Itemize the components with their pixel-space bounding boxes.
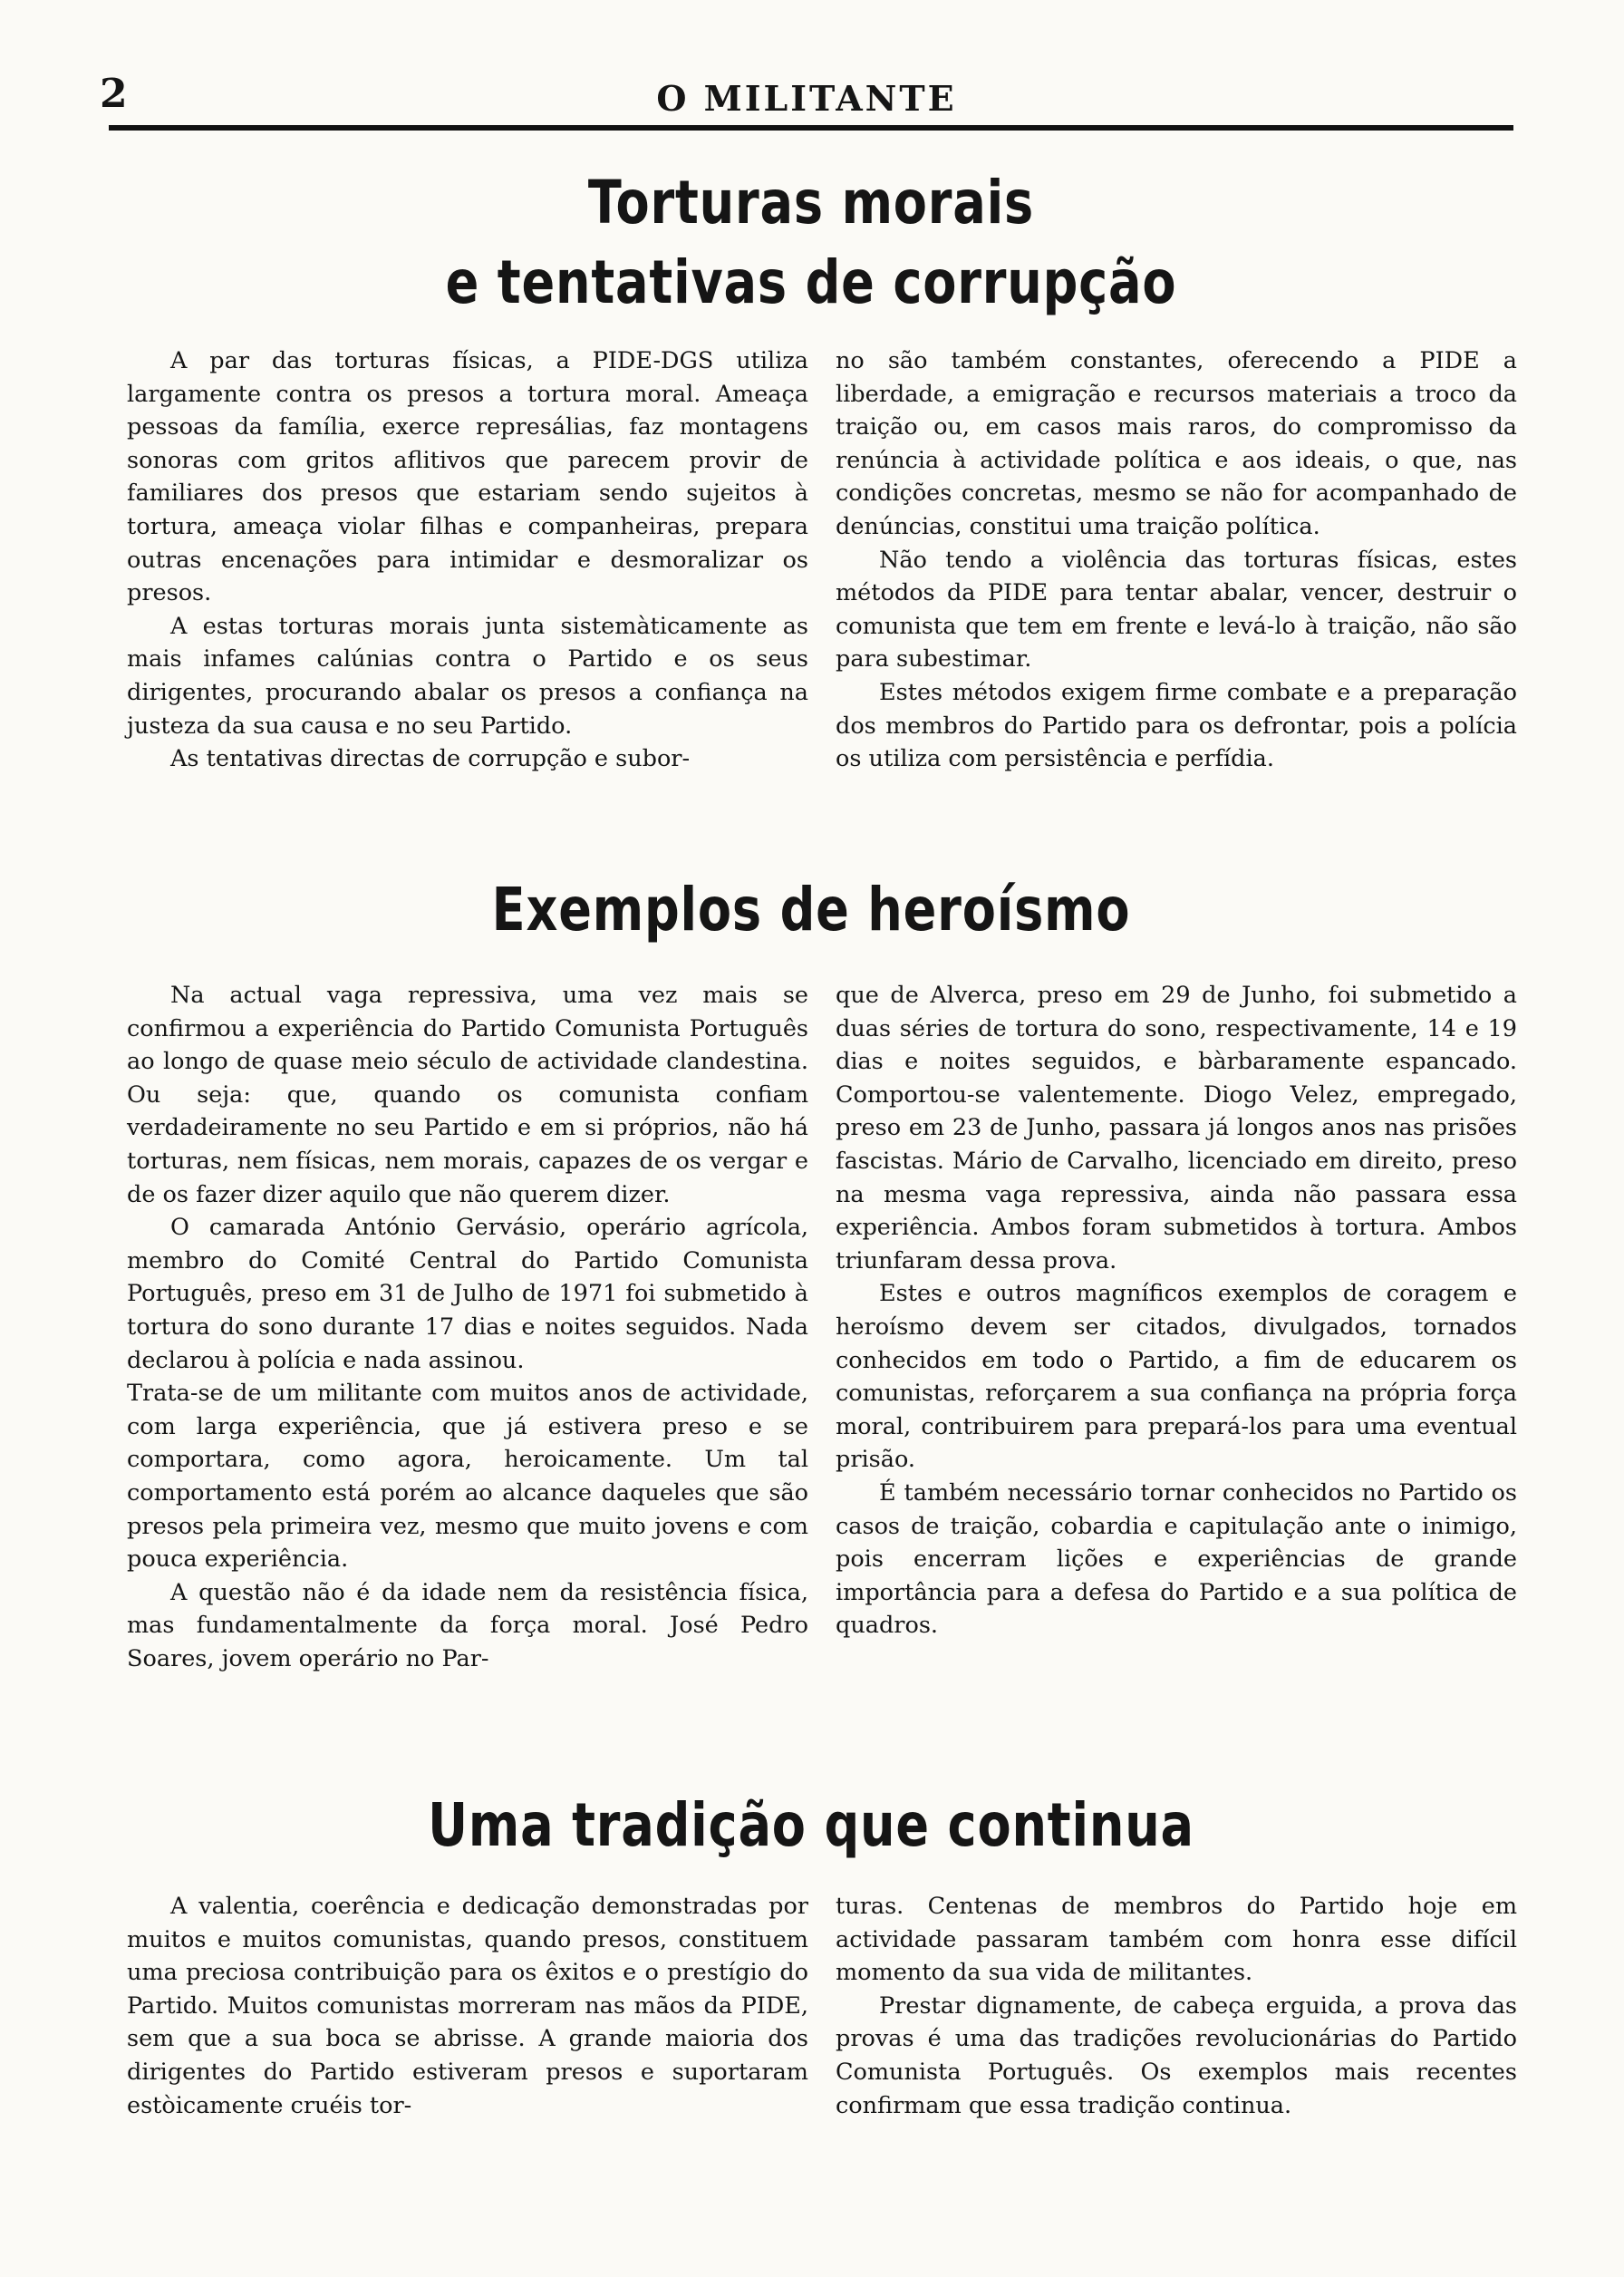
newspaper-name: O MILITANTE bbox=[656, 78, 957, 119]
paragraph: que de Alverca, preso em 29 de Junho, foi submetido a duas séries de tortura do sono, respectivamente, 14 e 19 dias e noites seguidos, e bàrbaramente espancado. Comportou-se valentemente. Diogo Velez, empregado, preso em 23 de Junho, passara já longos anos nas prisões fascistas. Mário de Carvalho, licenciado em direito, preso na mesma vaga repressiva, ainda não passara essa experiência. Ambos foram submetidos à tortura. Ambos triunfaram dessa prova. bbox=[836, 982, 1517, 1274]
paragraph: A estas torturas morais junta sistemàticamente as mais infames calúnias contra o Partido e os seus dirigentes, procurando abalar os presos a confiança na justeza da sua causa e no seu Partido. bbox=[127, 612, 808, 740]
paragraph: A valentia, coerência e dedicação demonstradas por muitos e muitos comunistas, quando presos, constituem uma preciosa contribuição para os êxitos e o prestígio do Partido. Muitos comunistas morreram nas mãos da PIDE, sem que a sua boca se abrisse. A grande maioria dos dirigentes do Partido estiveram presos e suportaram estòicamente cruéis tor- bbox=[127, 1893, 808, 2119]
section-1-title-line-1: Torturas morais bbox=[587, 168, 1035, 237]
paragraph: Trata-se de um militante com muitos anos de actividade, com larga experiência, que já estivera preso e se comportara, como agora, heroicamente. Um tal comportamento está porém ao alcance daqueles que são presos pela primeira vez, mesmo que muito jovens e com pouca experiência. bbox=[127, 1380, 808, 1574]
section-3-title: Uma tradição que continua bbox=[428, 1790, 1194, 1860]
section-3-left-column bbox=[127, 1890, 808, 2153]
paragraph: Prestar dignamente, de cabeça erguida, a prova das provas é uma das tradições revolucionárias do Partido Comunista Português. Os exemplos mais recentes confirmam que essa tradição continua. bbox=[836, 1991, 1517, 2119]
paragraph: A par das torturas físicas, a PIDE-DGS utiliza largamente contra os presos a tortura moral. Ameaça pessoas da família, exerce represálias, faz montagens sonoras com gritos aflitivos que parecem provir de familiares dos presos que estariam sendo sujeitos à tortura, ameaça violar filhas e companheiras, prepara outras encenações para intimidar e desmoralizar os presos. bbox=[127, 347, 808, 607]
section-3-right-column bbox=[836, 1890, 1517, 2153]
section-1-right-column bbox=[836, 344, 1517, 838]
paragraph: no são também constantes, oferecendo a PIDE a liberdade, a emigração e recursos materiais a troco da traição ou, em casos mais raros, do compromisso da renúncia à actividade política e aos ideais, o que, nas condições concretas, mesmo se não for acompanhado de denúncias, constitui uma traição política. bbox=[836, 347, 1517, 540]
paragraph: Estes e outros magníficos exemplos de coragem e heroísmo devem ser citados, divulgados, tornados conhecidos em todo o Partido, a fim de educarem os comunistas, reforçarem a sua confiança na própria força moral, contribuirem para prepará-los para uma eventual prisão. bbox=[836, 1280, 1517, 1474]
page-number: 2 bbox=[100, 71, 128, 117]
masthead-rule bbox=[109, 125, 1513, 131]
paragraph: A questão não é da idade nem da resistência física, mas fundamentalmente da força moral. José Pedro Soares, jovem operário no Par- bbox=[127, 1578, 808, 1672]
masthead bbox=[100, 71, 1513, 125]
section-2-right-column bbox=[836, 979, 1517, 1768]
paragraph: É também necessário tornar conhecidos no Partido os casos de traição, cobardia e capitulação ante o inimigo, pois encerram lições e experiências de grande importância para a defesa do Partido e a sua política de quadros. bbox=[836, 1478, 1517, 1640]
section-1-left-column bbox=[127, 344, 808, 838]
paragraph: Na actual vaga repressiva, uma vez mais se confirmou a experiência do Partido Comunista Português ao longo de quase meio século de actividade clandestina. Ou seja: que, quando os comunista confiam verdadeiramente no seu Partido e em si próprios, não há torturas, nem físicas, nem morais, capazes de os vergar e de os fazer dizer aquilo que não querem dizer. bbox=[127, 982, 808, 1208]
paragraph: Estes métodos exigem firme combate e a preparação dos membros do Partido para os defrontar, pois a polícia os utiliza com persistência e perfídia. bbox=[836, 678, 1517, 773]
paragraph: turas. Centenas de membros do Partido hoje em actividade passaram também com honra esse difícil momento da sua vida de militantes. bbox=[836, 1893, 1517, 1987]
paragraph: Não tendo a violência das torturas físicas, estes métodos da PIDE para tentar abalar, vencer, destruir o comunista que tem em frente e levá-lo à traição, não são para subestimar. bbox=[836, 546, 1517, 673]
paragraph: As tentativas directas de corrupção e subor- bbox=[170, 745, 691, 773]
section-2-title: Exemplos de heroísmo bbox=[491, 875, 1131, 945]
paragraph: O camarada António Gervásio, operário agrícola, membro do Comité Central do Partido Comunista Português, preso em 31 de Julho de 1971 foi submetido à tortura do sono durante 17 dias e noites seguidos. Nada declarou à polícia e nada assinou. bbox=[127, 1214, 808, 1374]
section-1-title-line-2: e tentativas de corrupção bbox=[445, 247, 1177, 317]
section-2-left-column bbox=[127, 979, 808, 1768]
